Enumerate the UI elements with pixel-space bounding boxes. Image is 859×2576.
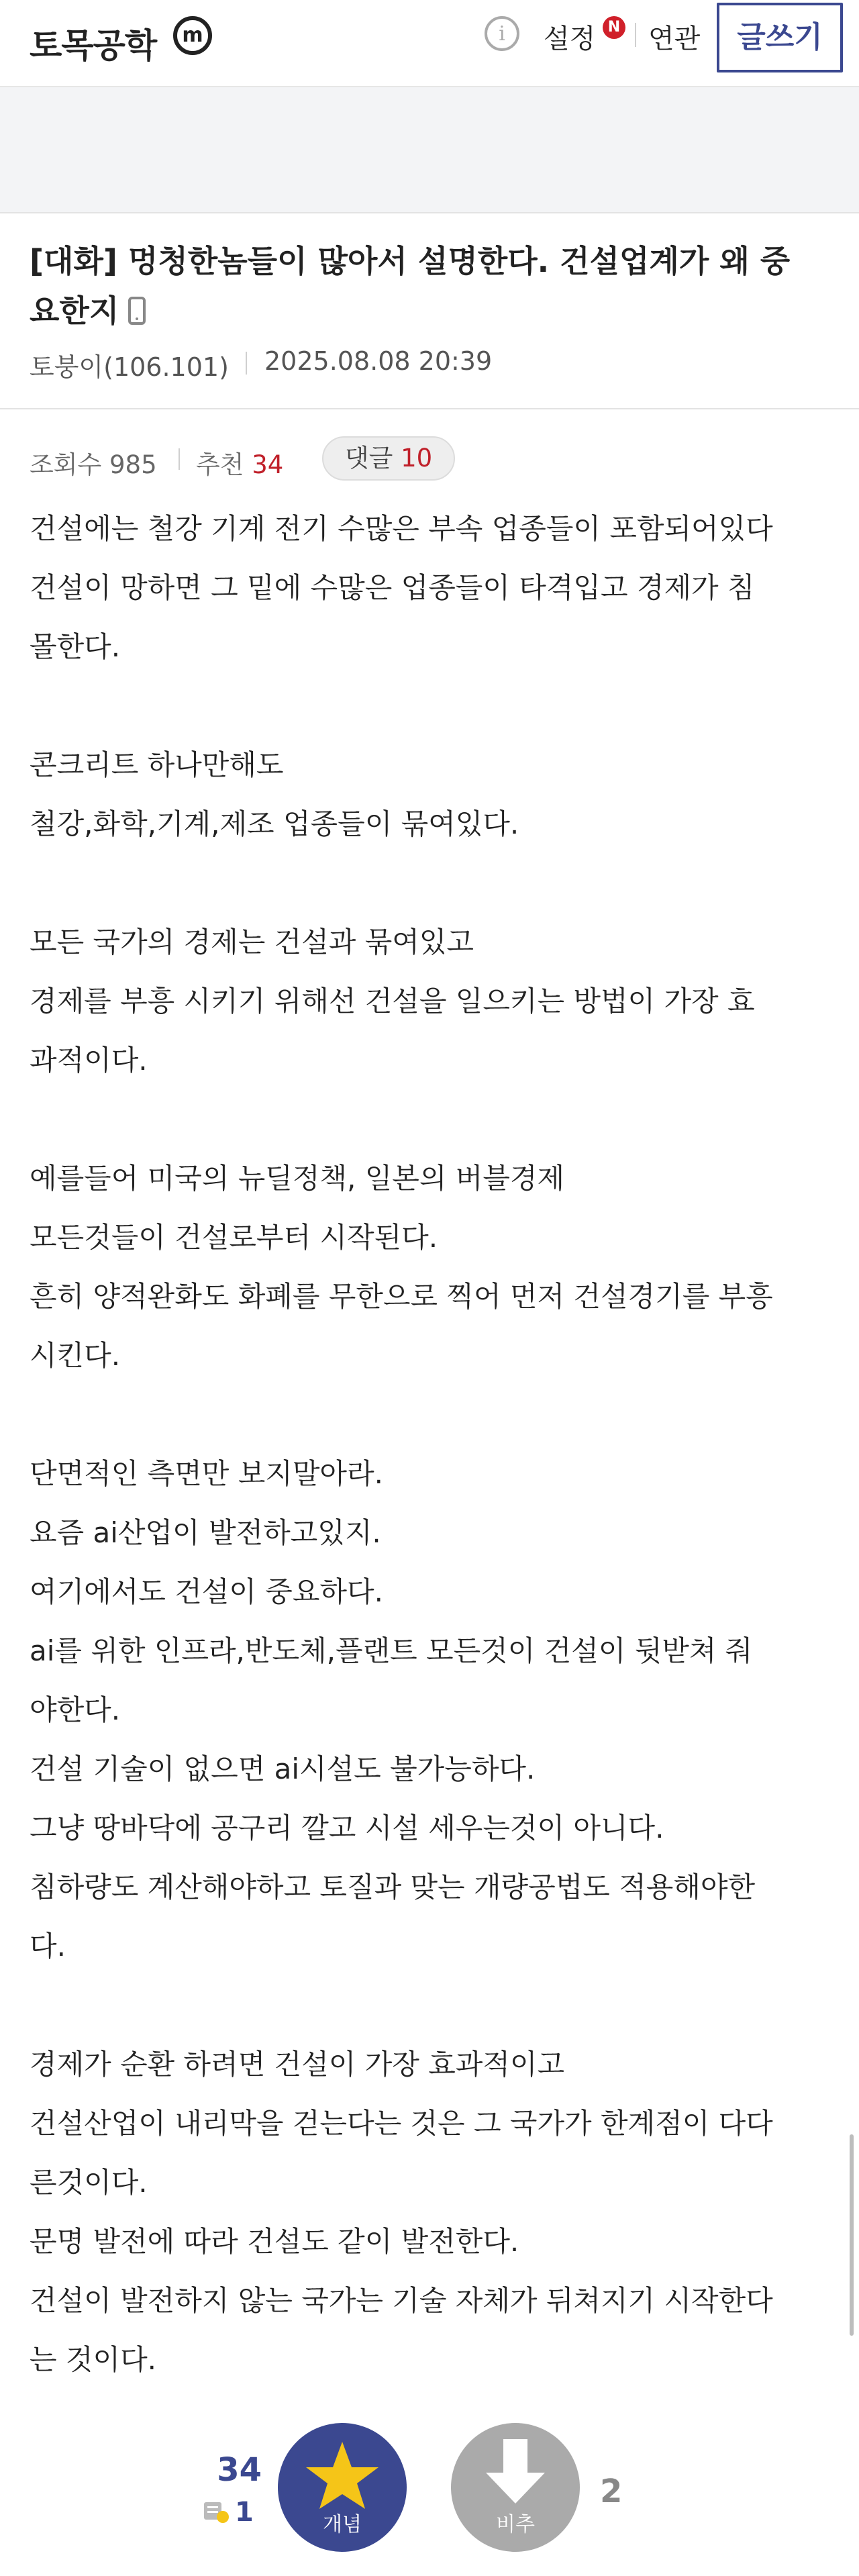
comments-label: 댓글: [344, 444, 393, 473]
header-divider-line: [0, 408, 859, 409]
view-count-value: 985: [109, 450, 157, 479]
body-line: 건설 기술이 없으면 ai시설도 불가능하다.: [30, 1752, 536, 1785]
recommend-count: [196, 444, 283, 481]
body-line: 과적이다.: [30, 1044, 148, 1077]
related-link[interactable]: 연관: [648, 23, 701, 54]
top-header: [0, 0, 859, 87]
body-line: 건설이 망하면 그 밑에 수많은 업종들이 타격입고 경제가 침: [30, 571, 755, 604]
body-line: 건설에는 철강 기계 전기 수많은 부속 업종들이 포함되어있다: [30, 512, 773, 545]
post-title: [30, 236, 832, 336]
body-line: 는 것이다.: [30, 2343, 156, 2376]
view-count-label: 조회수: [30, 450, 102, 479]
post-title-line2: [30, 286, 832, 336]
body-line: [30, 1090, 835, 1149]
stat-divider: [179, 448, 180, 470]
fixed-recommend-icon: [203, 2499, 230, 2524]
write-post-button[interactable]: 글쓰기: [717, 3, 843, 72]
body-line: 철강,화학,기계,제조 업종들이 묶여있다.: [30, 807, 519, 840]
settings-link[interactable]: 설정: [544, 23, 596, 54]
m-circle-icon[interactable]: m: [173, 16, 212, 55]
downvote-count: 2: [600, 2473, 623, 2510]
body-line: 침하량도 계산해야하고 토질과 맞는 개량공법도 적용해야한: [30, 1871, 756, 1903]
upvote-button[interactable]: [278, 2423, 407, 2552]
upvote-label: 개념: [323, 2513, 362, 2536]
body-line: 콘크리트 하나만해도: [30, 748, 284, 781]
body-line: 경제가 순환 하려면 건설이 가장 효과적이고: [30, 2048, 565, 2081]
body-line: 몰한다.: [30, 630, 121, 663]
body-line: [30, 854, 835, 913]
view-count: [30, 444, 157, 481]
post-body: [30, 499, 835, 2389]
post-title-line1: [대화] 멍청한놈들이 많아서 설명한다. 건설업계가 왜 중: [30, 243, 791, 279]
recommend-count-label: 추천: [196, 450, 244, 479]
comments-count: 10: [401, 444, 433, 473]
author-name[interactable]: 토붕이(106.101): [30, 352, 229, 382]
body-line: 요즘 ai산업이 발전하고있지.: [30, 1516, 381, 1549]
body-line: 모든것들이 건설로부터 시작된다.: [30, 1221, 438, 1254]
body-line: 야한다.: [30, 1693, 121, 1726]
body-line: 건설이 발전하지 않는 국가는 기술 자체가 뒤쳐지기 시작한다: [30, 2284, 773, 2317]
ad-banner-area: [0, 87, 859, 213]
body-line: 문명 발전에 따라 건설도 같이 발전한다.: [30, 2225, 519, 2258]
body-line: 경제를 부흥 시키기 위해선 건설을 일으키는 방법이 가장 효: [30, 985, 755, 1018]
info-icon[interactable]: i: [485, 16, 519, 51]
body-line: 시킨다.: [30, 1339, 121, 1372]
new-badge: N: [603, 16, 625, 39]
scrollbar[interactable]: [850, 2134, 854, 2336]
fixed-recommend-count: 1: [235, 2497, 254, 2528]
body-line: [30, 1385, 835, 1444]
header-divider: [635, 23, 636, 47]
body-line: 건설산업이 내리막을 걷는다는 것은 그 국가가 한계점이 다다: [30, 2107, 773, 2140]
gallery-logo[interactable]: 토목공학: [30, 26, 157, 65]
body-line: 단면적인 측면만 보지말아라.: [30, 1457, 383, 1490]
upvote-count: 34: [217, 2451, 262, 2489]
body-line: 모든 국가의 경제는 건설과 묶여있고: [30, 926, 474, 958]
meta-divider: [246, 352, 247, 375]
post-title-text: 요한지: [30, 293, 119, 329]
body-line: 그냥 땅바닥에 공구리 깔고 시설 세우는것이 아니다.: [30, 1812, 664, 1844]
post-date: 2025.08.08 20:39: [264, 346, 493, 376]
comments-button[interactable]: [322, 436, 455, 481]
body-line: ai를 위한 인프라,반도체,플랜트 모든것이 건설이 뒷받쳐 줘: [30, 1634, 753, 1667]
downvote-button[interactable]: [451, 2423, 580, 2552]
phone-icon: [128, 297, 146, 325]
body-line: 다.: [30, 1930, 66, 1963]
body-line: 예를들어 미국의 뉴딜정책, 일본의 버블경제: [30, 1162, 565, 1195]
body-line: 른것이다.: [30, 2166, 148, 2199]
body-line: 흔히 양적완화도 화폐를 무한으로 찍어 먼저 건설경기를 부흥: [30, 1280, 773, 1313]
body-line: 여기에서도 건설이 중요하다.: [30, 1575, 383, 1608]
body-line: [30, 677, 835, 736]
body-line: [30, 1976, 835, 2035]
recommend-count-value: 34: [252, 450, 284, 479]
downvote-label: 비추: [496, 2513, 535, 2536]
